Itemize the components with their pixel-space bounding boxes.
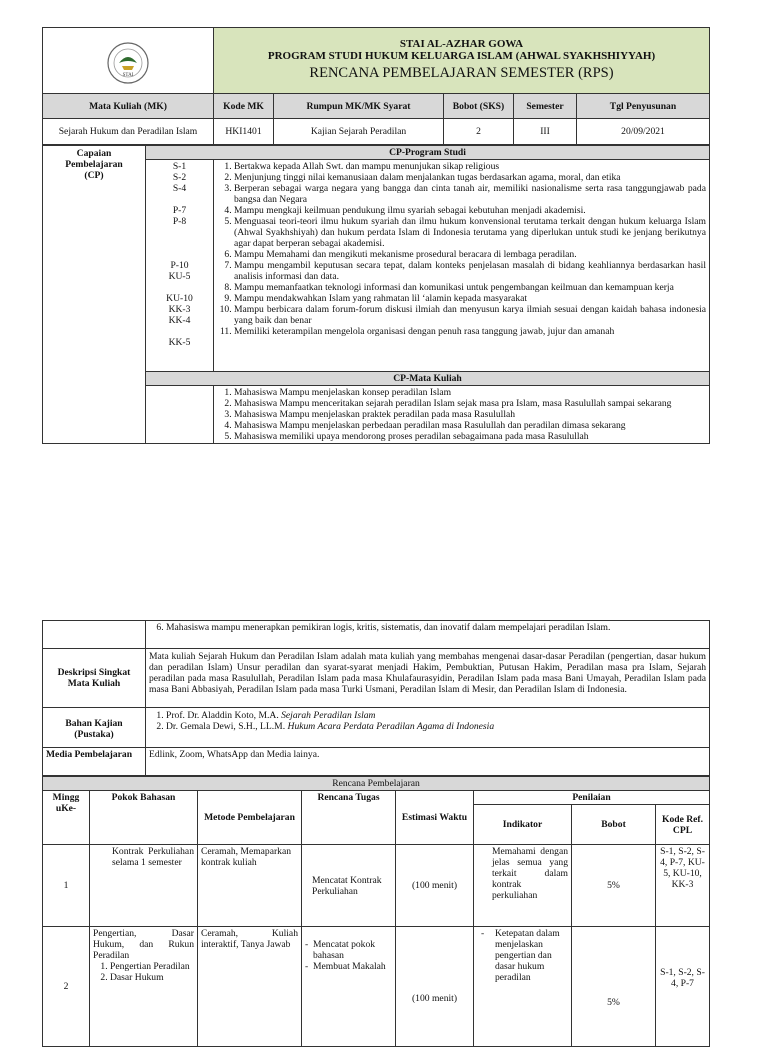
pustaka-item: [166, 710, 706, 721]
list-item: - Membuat Makalah: [305, 961, 386, 972]
col-penilaian: Penilaian: [474, 791, 710, 805]
cp-code: [149, 282, 210, 293]
cp-code: S-2: [172, 172, 187, 183]
row1-pokok: Kontrak Perkuliahan selama 1 semester: [90, 845, 198, 927]
cp-mk-list: [214, 386, 710, 444]
deskripsi-text: Mata kuliah Sejarah Hukum dan Peradilan Islam adalah mata kuliah yang membahas mengenai dasar-dasar Peradilan (pengertian, dasar hukum dan peradilan Islam) Unsur peradilan dan syarat-syarat menjadi Hakim, Pembuktian, Putusan Hakim, Peradilan masa pra Islam, Sejarah peradilan pada masa Rasulullah, Peradilan Islam pada masa Khulafaurasyidin, Peradilan Islam pada masa Bani Umayah, Peradilan Islam pada masa Bani Abbasiyah, Peradilan Islam pada masa Turki Usmani, Peradilan Islam di Mesir, dan Peradilan Islam di Indonesia.: [146, 649, 710, 708]
cp-code: [149, 194, 210, 205]
row2-pokok-title: Pengertian, Dasar Hukum, dan Rukun Peradilan: [93, 928, 194, 961]
cp-prodi-item: 3. Berperan sebagai warga negara yang bangga dan cinta tanah air, memiliki nasionalisme serta rasa tanggungjawab pada bangsa dan Negara: [234, 183, 706, 205]
cp-table: [42, 145, 710, 444]
rps-page-2: [42, 620, 709, 1047]
cp-code: KU-5: [168, 271, 191, 282]
row2-minggu: 2: [43, 927, 90, 1047]
cp-mk-empty: [146, 386, 214, 444]
table-row: [43, 845, 710, 927]
cp-mk-continued-empty: [43, 621, 146, 649]
cp-prodi-item: 1. Bertakwa kepada Allah Swt. dan mampu menunjukan sikap religious: [234, 161, 706, 172]
cp-code: KK-3: [168, 304, 191, 315]
cp-mk-item: 1. Mahasiswa Mampu menjelaskan konsep peradilan Islam: [234, 387, 706, 398]
rumpun-header: Rumpun MK/MK Syarat: [274, 94, 444, 119]
col-waktu: Estimasi Waktu: [396, 791, 474, 845]
cp-prodi-item: 8. Mampu memanfaatkan teknologi informasi dan komunikasi untuk pengembangan keilmuan dan kemampuan kerja: [234, 282, 706, 293]
cp-code: KK-5: [168, 337, 191, 348]
cp-prodi-list: [214, 160, 710, 372]
media-text: Edlink, Zoom, WhatsApp dan Media lainya.: [146, 748, 710, 776]
list-item: - Mencatat pokok bahasan: [305, 939, 376, 961]
cp-mk-item: 3. Mahasiswa Mampu menjelaskan praktek peradilan pada masa Rasulullah: [234, 409, 706, 420]
cp-mk-item: 2. Mahasiswa Mampu menceritakan sejarah peradilan Islam sejak masa pra Islam, masa Rasulullah sampai sekarang: [234, 398, 706, 409]
col-minggu: Mingg uKe-: [43, 791, 90, 845]
rencana-title: Rencana Pembelajaran: [43, 777, 710, 791]
pustaka-author: Dr. Gemala Dewi, S.H., LL.M.: [166, 721, 288, 732]
cp-code: P-10: [170, 260, 189, 271]
cp-code: [149, 238, 210, 249]
media-label: Media Pembelajaran: [43, 748, 146, 776]
mk-header: Mata Kuliah (MK): [43, 94, 214, 119]
list-item: 1. Pengertian Peradilan: [110, 961, 194, 972]
cp-code: KU-10: [166, 293, 193, 304]
rencana-table: [42, 776, 710, 1047]
pustaka-title: Hukum Acara Perdata Peradilan Agama di Indonesia: [287, 721, 495, 732]
row1-bobot: 5%: [572, 845, 656, 927]
row1-tugas: Mencatat Kontrak Perkuliahan: [302, 845, 396, 927]
cp-mk-continued: [146, 621, 710, 649]
col-bobot: Bobot: [572, 805, 656, 845]
cp-prodi-item: 7. Mampu mengambil keputusan secara tepat, dalam konteks penjelasan masalah di bidang keahliannya berdasarkan hasil analisis informasi dan data.: [234, 260, 706, 282]
cp-mk-item-6: 6. Mahasiswa mampu menerapkan pemikiran logis, kritis, sistematis, dan inovatif dalam mempelajari peradilan Islam.: [166, 622, 706, 633]
col-metode: Metode Pembelajaran: [198, 791, 302, 845]
deskripsi-label: Deskripsi Singkat Mata Kuliah: [43, 649, 146, 708]
row2-pokok: [90, 927, 198, 1047]
row2-kode: S-1, S-2, S-4, P-7: [656, 927, 710, 1047]
kode-header: Kode MK: [214, 94, 274, 119]
institution-name: STAI AL-AZHAR GOWA: [399, 38, 524, 50]
cp-mk-item: 4. Mahasiswa Mampu menjelaskan perbedaan peradilan masa Rasulullah dan peradilan dimasa sekarang: [234, 420, 706, 431]
cp-code: [149, 359, 210, 370]
row2-tugas: [302, 927, 396, 1047]
course-rumpun: Kajian Sejarah Peradilan: [274, 119, 444, 145]
cp-prodi-header: CP-Program Studi: [146, 146, 710, 160]
cp-mk-item: 5. Mahasiswa memiliki upaya mendorong proses peradilan sebagaimana pada masa Rasulullah: [234, 431, 706, 442]
cp-code-column: [146, 160, 214, 372]
course-date: 20/09/2021: [577, 119, 710, 145]
row1-indikator: Memahami dengan jelas semua yang terkait dalam kontrak perkuliahan: [474, 845, 572, 927]
rps-page-1: [42, 27, 709, 444]
pustaka-author: Prof. Dr. Aladdin Koto, M.A.: [166, 710, 282, 721]
cp-prodi-item: 10. Mampu berbicara dalam forum-forum diskusi ilmiah dan menyusun karya ilmiah sesuai dengan kaidah bahasa indonesia yang baik dan benar: [234, 304, 706, 326]
cp-prodi-item: 9. Mampu mendakwahkan Islam yang rahmatan lil ‘alamin kepada masyarakat: [234, 293, 706, 304]
cp-prodi-item: 2. Menjunjung tinggi nilai kemanusiaan dalam menjalankan tugas berdasarkan agama, moral, dan etika: [234, 172, 706, 183]
cp-code: KK-4: [168, 315, 191, 326]
cp-mk-header: CP-Mata Kuliah: [146, 372, 710, 386]
row1-waktu: (100 menit): [396, 845, 474, 927]
course-semester: III: [514, 119, 577, 145]
row1-metode: Ceramah, Memaparkan kontrak kuliah: [198, 845, 302, 927]
document-title: RENCANA PEMBELAJARAN SEMESTER (RPS): [309, 65, 614, 81]
institution-logo: [106, 41, 150, 85]
cp-code: S-4: [172, 183, 187, 194]
col-kode: Kode Ref. CPL: [656, 805, 710, 845]
cp-code: S-1: [172, 161, 187, 172]
cp-prodi-item: 11. Memiliki keterampilan mengelola organisasi dengan penuh rasa tanggung jawab, jujur dan amanah: [234, 326, 706, 337]
row2-bobot: 5%: [572, 927, 656, 1047]
cp-code: [149, 326, 210, 337]
row2-indikator: - Ketepatan dalam menjelaskan pengertian dan dasar hukum peradilan: [474, 927, 572, 1047]
cp-prodi-item: 5. Menguasai teori-teori ilmu hukum syariah dan ilmu hukum konvensional terutama terkait dengan hukum keluarga Islam (Ahwal Syakhshiyah) dan hukum perdata Islam di Indonesia terutama yang diperlukan untuk studi ke jenjang berikutnya agar dapat berperan sebagai akademisi.: [234, 216, 706, 249]
semester-header: Semester: [514, 94, 577, 119]
pustaka-label: Bahan Kajian (Pustaka): [43, 708, 146, 748]
table-row: [43, 927, 710, 1047]
tgl-header: Tgl Penyusunan: [577, 94, 710, 119]
course-code: HKI1401: [214, 119, 274, 145]
course-name: Sejarah Hukum dan Peradilan Islam: [43, 119, 214, 145]
cp-code: [149, 227, 210, 238]
cp-code: [149, 249, 210, 260]
svg-text:STAI: STAI: [122, 72, 134, 78]
pustaka-item: [166, 721, 706, 732]
cp-code: P-7: [172, 205, 187, 216]
bobot-header: Bobot (SKS): [444, 94, 514, 119]
row2-indikator-text: Ketepatan dalam menjelaskan pengertian dan dasar hukum peradilan: [495, 928, 560, 983]
row2-metode: Ceramah, Kuliah interaktif, Tanya Jawab: [198, 927, 302, 1047]
tugas-item-text: Mencatat pokok bahasan: [313, 939, 376, 961]
cp-code: [149, 348, 210, 359]
cp-prodi-item: 4. Mampu mengkaji keilmuan pendukung ilmu syariah sebagai kebutuhan menjadi akademisi.: [234, 205, 706, 216]
header-title-cell: [214, 28, 710, 94]
course-sks: 2: [444, 119, 514, 145]
tugas-item-text: Membuat Makalah: [313, 961, 386, 972]
col-pokok: Pokok Bahasan: [90, 791, 198, 845]
cp-label: Capaian Pembelajaran (CP): [43, 146, 146, 444]
row2-waktu: (100 menit): [396, 927, 474, 1047]
pustaka-title: Sejarah Peradilan Islam: [281, 710, 376, 721]
program-name: PROGRAM STUDI HUKUM KELUARGA ISLAM (AHWAL SYAKHSHIYYAH): [267, 50, 656, 62]
row1-minggu: 1: [43, 845, 90, 927]
cp-code: P-8: [172, 216, 187, 227]
row1-kode: S-1, S-2, S-4, P-7, KU-5, KU-10, KK-3: [656, 845, 710, 927]
rps-header-table: [42, 27, 710, 145]
pustaka-list: [146, 708, 710, 748]
cp-prodi-item: 6. Mampu Memahami dan mengikuti mekanisme prosedural beracara di lembaga peradilan.: [234, 249, 706, 260]
list-item: 2. Dasar Hukum: [110, 972, 194, 983]
logo-cell: [43, 28, 214, 94]
info-table: [42, 620, 710, 776]
col-tugas: Rencana Tugas: [302, 791, 396, 845]
col-indikator: Indikator: [474, 805, 572, 845]
